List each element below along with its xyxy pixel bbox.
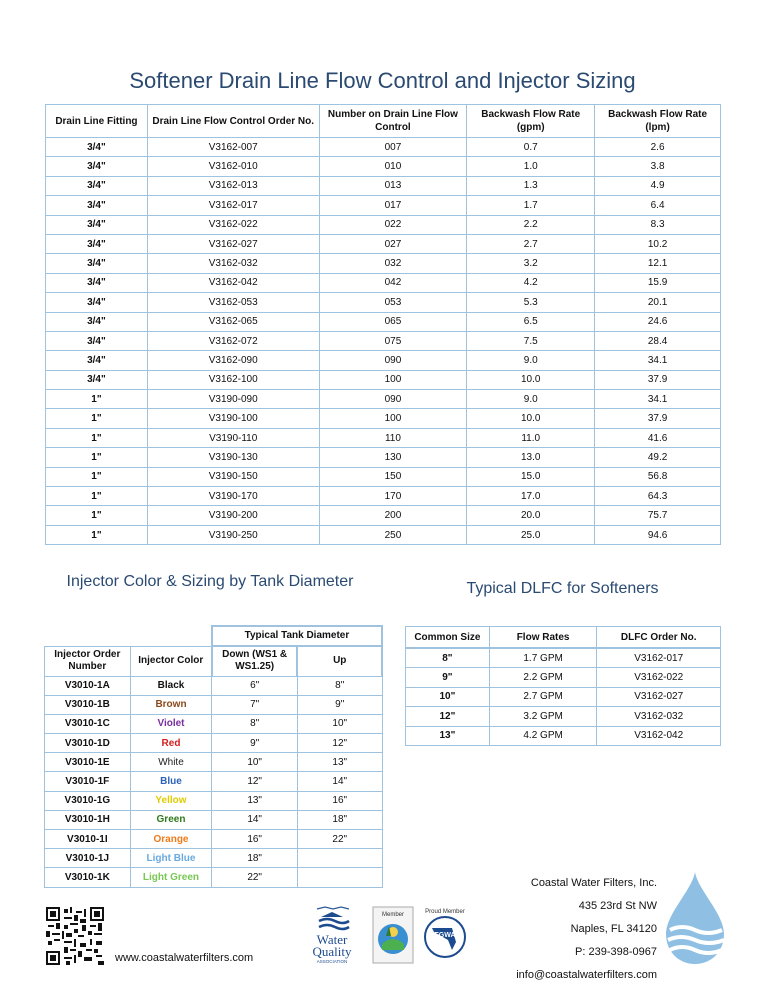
table-cell: 4.2 — [467, 273, 595, 292]
table-cell: 20.1 — [595, 293, 721, 312]
column-header: Down (WS1 & WS1.25) — [212, 646, 298, 676]
column-header: Drain Line Flow Control Order No. — [147, 105, 319, 138]
table-row — [46, 176, 721, 195]
table-cell: 2.7 — [467, 234, 595, 253]
table-cell: 7.5 — [467, 331, 595, 350]
tank-diameter-up: 18" — [297, 810, 382, 829]
injector-order-number: V3010-1I — [45, 830, 131, 849]
table-cell: 170 — [319, 487, 467, 506]
table-cell: V3162-090 — [147, 351, 319, 370]
injector-color: Red — [130, 734, 212, 753]
table-cell: 10.2 — [595, 234, 721, 253]
email-link[interactable]: info@coastalwaterfilters.com — [516, 969, 657, 981]
table-cell: 3/4" — [46, 331, 148, 350]
table-cell: 17.0 — [467, 487, 595, 506]
table-row — [46, 254, 721, 273]
table-row — [45, 772, 383, 791]
table-row — [45, 676, 383, 695]
table-row — [46, 312, 721, 331]
table-cell: 250 — [319, 525, 467, 544]
table-row — [406, 687, 721, 706]
table-cell: 100 — [319, 409, 467, 428]
tank-diameter-up — [297, 868, 382, 887]
table-cell: V3190-200 — [147, 506, 319, 525]
table-cell: 042 — [319, 273, 467, 292]
tank-diameter-up: 13" — [297, 753, 382, 772]
tank-diameter-up: 8" — [297, 676, 382, 695]
table-row — [45, 849, 383, 868]
injector-order-number: V3010-1K — [45, 868, 131, 887]
table-cell: 28.4 — [595, 331, 721, 350]
tank-diameter-down: 6" — [212, 676, 298, 695]
fgwa-logo-text: FGWA — [434, 932, 456, 939]
table-row — [45, 714, 383, 733]
table-row — [46, 390, 721, 409]
table-cell: 34.1 — [595, 390, 721, 409]
blank-header-cell — [45, 626, 212, 646]
table-cell: 15.9 — [595, 273, 721, 292]
injector-order-number: V3010-1C — [45, 714, 131, 733]
table-row — [45, 734, 383, 753]
wqa-logo-text: Quality — [312, 944, 352, 959]
table-cell: 1" — [46, 448, 148, 467]
table-cell: 3/4" — [46, 273, 148, 292]
column-header: Backwash Flow Rate (gpm) — [467, 105, 595, 138]
table-cell: 3/4" — [46, 234, 148, 253]
injector-color: Violet — [130, 714, 212, 733]
injector-order-number: V3010-1G — [45, 791, 131, 810]
table-cell: 027 — [319, 234, 467, 253]
table-row — [46, 487, 721, 506]
table-cell: 1" — [46, 506, 148, 525]
table-cell: 1" — [46, 487, 148, 506]
table-cell: V3162-072 — [147, 331, 319, 350]
table-cell: 94.6 — [595, 525, 721, 544]
tank-diameter-group-header: Typical Tank Diameter — [212, 626, 382, 646]
injector-table — [44, 625, 383, 888]
qr-code-icon — [46, 907, 104, 965]
table-cell: 25.0 — [467, 525, 595, 544]
table-cell: V3162-100 — [147, 370, 319, 389]
table-cell: 4.9 — [595, 176, 721, 195]
injector-order-number: V3010-1E — [45, 753, 131, 772]
table-cell: 150 — [319, 467, 467, 486]
table-cell: V3162-022 — [597, 668, 721, 687]
table-cell: V3162-032 — [597, 707, 721, 726]
table-cell: 200 — [319, 506, 467, 525]
table-row — [45, 810, 383, 829]
table-cell: 13" — [406, 726, 490, 745]
table-cell: V3162-065 — [147, 312, 319, 331]
table-header-row — [45, 646, 383, 676]
table-cell: V3190-150 — [147, 467, 319, 486]
table-row — [45, 791, 383, 810]
table-cell: 3/4" — [46, 312, 148, 331]
table-cell: 3/4" — [46, 176, 148, 195]
tank-diameter-down: 22" — [212, 868, 298, 887]
column-header: Up — [297, 646, 382, 676]
table-cell: 1.0 — [467, 157, 595, 176]
page-title: Softener Drain Line Flow Control and Injector Sizing — [129, 68, 636, 93]
table-cell: 2.7 GPM — [489, 687, 597, 706]
table-cell: V3190-090 — [147, 390, 319, 409]
wqa-logo-text: ASSOCIATION — [316, 959, 348, 964]
table-cell: 3/4" — [46, 254, 148, 273]
table-cell: 090 — [319, 390, 467, 409]
table-cell: V3162-032 — [147, 254, 319, 273]
member-badge-icon — [372, 906, 414, 964]
table-header-row — [46, 105, 721, 138]
table-cell: V3162-053 — [147, 293, 319, 312]
table-cell: V3162-017 — [597, 648, 721, 668]
table-header-row — [406, 627, 721, 649]
table-cell: 24.6 — [595, 312, 721, 331]
injector-color: Green — [130, 810, 212, 829]
table-row — [406, 648, 721, 668]
table-cell: 3.8 — [595, 157, 721, 176]
injector-order-number: V3010-1F — [45, 772, 131, 791]
tank-diameter-up — [297, 849, 382, 868]
table-cell: 49.2 — [595, 448, 721, 467]
tank-diameter-down: 14" — [212, 810, 298, 829]
injector-order-number: V3010-1H — [45, 810, 131, 829]
table-row — [46, 409, 721, 428]
table-row — [46, 273, 721, 292]
table-cell: 013 — [319, 176, 467, 195]
table-cell: 3/4" — [46, 351, 148, 370]
table-cell: 1" — [46, 525, 148, 544]
table-cell: 3/4" — [46, 196, 148, 215]
table-row — [406, 707, 721, 726]
drain-line-flow-table — [45, 104, 721, 545]
tank-diameter-up: 16" — [297, 791, 382, 810]
table-row — [46, 467, 721, 486]
table-row — [45, 830, 383, 849]
table-cell: 12" — [406, 707, 490, 726]
table-cell: 37.9 — [595, 409, 721, 428]
table-cell: 41.6 — [595, 428, 721, 447]
table-row — [45, 753, 383, 772]
member-badge-text: Member — [381, 912, 405, 918]
table-cell: 1.7 — [467, 196, 595, 215]
table-cell: V3190-170 — [147, 487, 319, 506]
tank-diameter-down: 7" — [212, 695, 298, 714]
table-row — [406, 726, 721, 745]
phone-number[interactable]: P: 239-398-0967 — [575, 946, 657, 958]
wqa-logo-icon — [303, 903, 361, 965]
table-cell: 1" — [46, 428, 148, 447]
table-cell: 032 — [319, 254, 467, 273]
table-row — [46, 157, 721, 176]
table-row — [46, 428, 721, 447]
table-cell: 130 — [319, 448, 467, 467]
table-row — [46, 448, 721, 467]
table-cell: 0.7 — [467, 138, 595, 157]
column-header: Common Size — [406, 627, 490, 649]
table-cell: V3162-007 — [147, 138, 319, 157]
table-cell: 37.9 — [595, 370, 721, 389]
table-cell: 100 — [319, 370, 467, 389]
table-cell: 12.1 — [595, 254, 721, 273]
table-cell: 3.2 GPM — [489, 707, 597, 726]
column-header: Flow Rates — [489, 627, 597, 649]
table-row — [46, 293, 721, 312]
table-cell: V3162-013 — [147, 176, 319, 195]
table-cell: 075 — [319, 331, 467, 350]
table-cell: 15.0 — [467, 467, 595, 486]
table-cell: 6.5 — [467, 312, 595, 331]
table-row — [45, 695, 383, 714]
table-cell: 10.0 — [467, 409, 595, 428]
table-cell: 3/4" — [46, 215, 148, 234]
table-row — [46, 370, 721, 389]
injector-color: Yellow — [130, 791, 212, 810]
column-header: Injector Color — [130, 646, 212, 676]
website-link[interactable]: www.coastalwaterfilters.com — [115, 952, 254, 964]
table-row — [46, 525, 721, 544]
table-row — [46, 351, 721, 370]
tank-diameter-down: 18" — [212, 849, 298, 868]
table-cell: 2.2 GPM — [489, 668, 597, 687]
column-header: DLFC Order No. — [597, 627, 721, 649]
table-row — [45, 868, 383, 887]
column-header: Backwash Flow Rate (lpm) — [595, 105, 721, 138]
tank-diameter-up: 9" — [297, 695, 382, 714]
street-address: 435 23rd St NW — [578, 900, 657, 912]
column-header: Injector Order Number — [45, 646, 131, 676]
company-name: Coastal Water Filters, Inc. — [530, 877, 657, 889]
table-cell: 022 — [319, 215, 467, 234]
tank-diameter-down: 16" — [212, 830, 298, 849]
injector-section-heading: Injector Color & Sizing by Tank Diameter — [66, 573, 354, 590]
table-cell: 1" — [46, 467, 148, 486]
table-cell: 9.0 — [467, 351, 595, 370]
table-cell: 065 — [319, 312, 467, 331]
company-address-block — [480, 872, 657, 987]
injector-color: Light Blue — [130, 849, 212, 868]
table-cell: 010 — [319, 157, 467, 176]
table-cell: 8" — [406, 648, 490, 668]
fgwa-logo-icon — [422, 906, 468, 962]
table-row — [46, 506, 721, 525]
table-cell: 3/4" — [46, 370, 148, 389]
table-cell: 8.3 — [595, 215, 721, 234]
injector-color: Orange — [130, 830, 212, 849]
table-cell: 9" — [406, 668, 490, 687]
tank-diameter-down: 13" — [212, 791, 298, 810]
table-cell: 1" — [46, 390, 148, 409]
table-cell: 1" — [46, 409, 148, 428]
table-cell: 9.0 — [467, 390, 595, 409]
table-cell: V3162-042 — [147, 273, 319, 292]
table-cell: V3162-022 — [147, 215, 319, 234]
table-cell: 3/4" — [46, 138, 148, 157]
table-row — [46, 138, 721, 157]
table-cell: 1.3 — [467, 176, 595, 195]
table-cell: 75.7 — [595, 506, 721, 525]
table-cell: 64.3 — [595, 487, 721, 506]
wqa-logo-text: Water — [316, 932, 348, 947]
table-cell: 110 — [319, 428, 467, 447]
table-cell: 1.7 GPM — [489, 648, 597, 668]
table-cell: 10" — [406, 687, 490, 706]
table-cell: 10.0 — [467, 370, 595, 389]
table-cell: V3162-042 — [597, 726, 721, 745]
table-row — [406, 668, 721, 687]
table-cell: 13.0 — [467, 448, 595, 467]
column-header: Drain Line Fitting — [46, 105, 148, 138]
table-cell: 090 — [319, 351, 467, 370]
tank-diameter-up: 10" — [297, 714, 382, 733]
table-cell: V3190-110 — [147, 428, 319, 447]
injector-order-number: V3010-1A — [45, 676, 131, 695]
injector-color: Black — [130, 676, 212, 695]
table-cell: 2.6 — [595, 138, 721, 157]
tank-diameter-down: 10" — [212, 753, 298, 772]
water-drop-logo-icon — [662, 870, 728, 966]
injector-color: Brown — [130, 695, 212, 714]
tank-diameter-up: 14" — [297, 772, 382, 791]
fgwa-badge-text: Proud Member — [425, 909, 465, 915]
dlfc-section-heading: Typical DLFC for Softeners — [466, 580, 659, 597]
table-cell: 2.2 — [467, 215, 595, 234]
table-cell: 3/4" — [46, 293, 148, 312]
table-cell: V3162-010 — [147, 157, 319, 176]
table-cell: V3190-130 — [147, 448, 319, 467]
table-cell: 6.4 — [595, 196, 721, 215]
table-row — [46, 234, 721, 253]
table-cell: 3.2 — [467, 254, 595, 273]
tank-diameter-down: 12" — [212, 772, 298, 791]
injector-order-number: V3010-1J — [45, 849, 131, 868]
injector-order-number: V3010-1D — [45, 734, 131, 753]
table-cell: V3190-250 — [147, 525, 319, 544]
injector-order-number: V3010-1B — [45, 695, 131, 714]
table-cell: V3190-100 — [147, 409, 319, 428]
table-cell: 4.2 GPM — [489, 726, 597, 745]
table-row — [46, 215, 721, 234]
table-cell: 017 — [319, 196, 467, 215]
injector-color: Blue — [130, 772, 212, 791]
table-cell: 56.8 — [595, 467, 721, 486]
column-header: Number on Drain Line Flow Control — [319, 105, 467, 138]
table-cell: 5.3 — [467, 293, 595, 312]
table-cell: 007 — [319, 138, 467, 157]
tank-diameter-down: 9" — [212, 734, 298, 753]
dlfc-table — [405, 626, 721, 746]
table-cell: 34.1 — [595, 351, 721, 370]
tank-diameter-up: 22" — [297, 830, 382, 849]
table-cell: 3/4" — [46, 157, 148, 176]
table-cell: 20.0 — [467, 506, 595, 525]
injector-color: White — [130, 753, 212, 772]
tank-diameter-up: 12" — [297, 734, 382, 753]
table-cell: 053 — [319, 293, 467, 312]
table-cell: V3162-017 — [147, 196, 319, 215]
table-cell: V3162-027 — [147, 234, 319, 253]
city-state-zip: Naples, FL 34120 — [570, 923, 657, 935]
table-row — [46, 196, 721, 215]
tank-diameter-down: 8" — [212, 714, 298, 733]
injector-color: Light Green — [130, 868, 212, 887]
table-cell: 11.0 — [467, 428, 595, 447]
table-row — [46, 331, 721, 350]
table-cell: V3162-027 — [597, 687, 721, 706]
